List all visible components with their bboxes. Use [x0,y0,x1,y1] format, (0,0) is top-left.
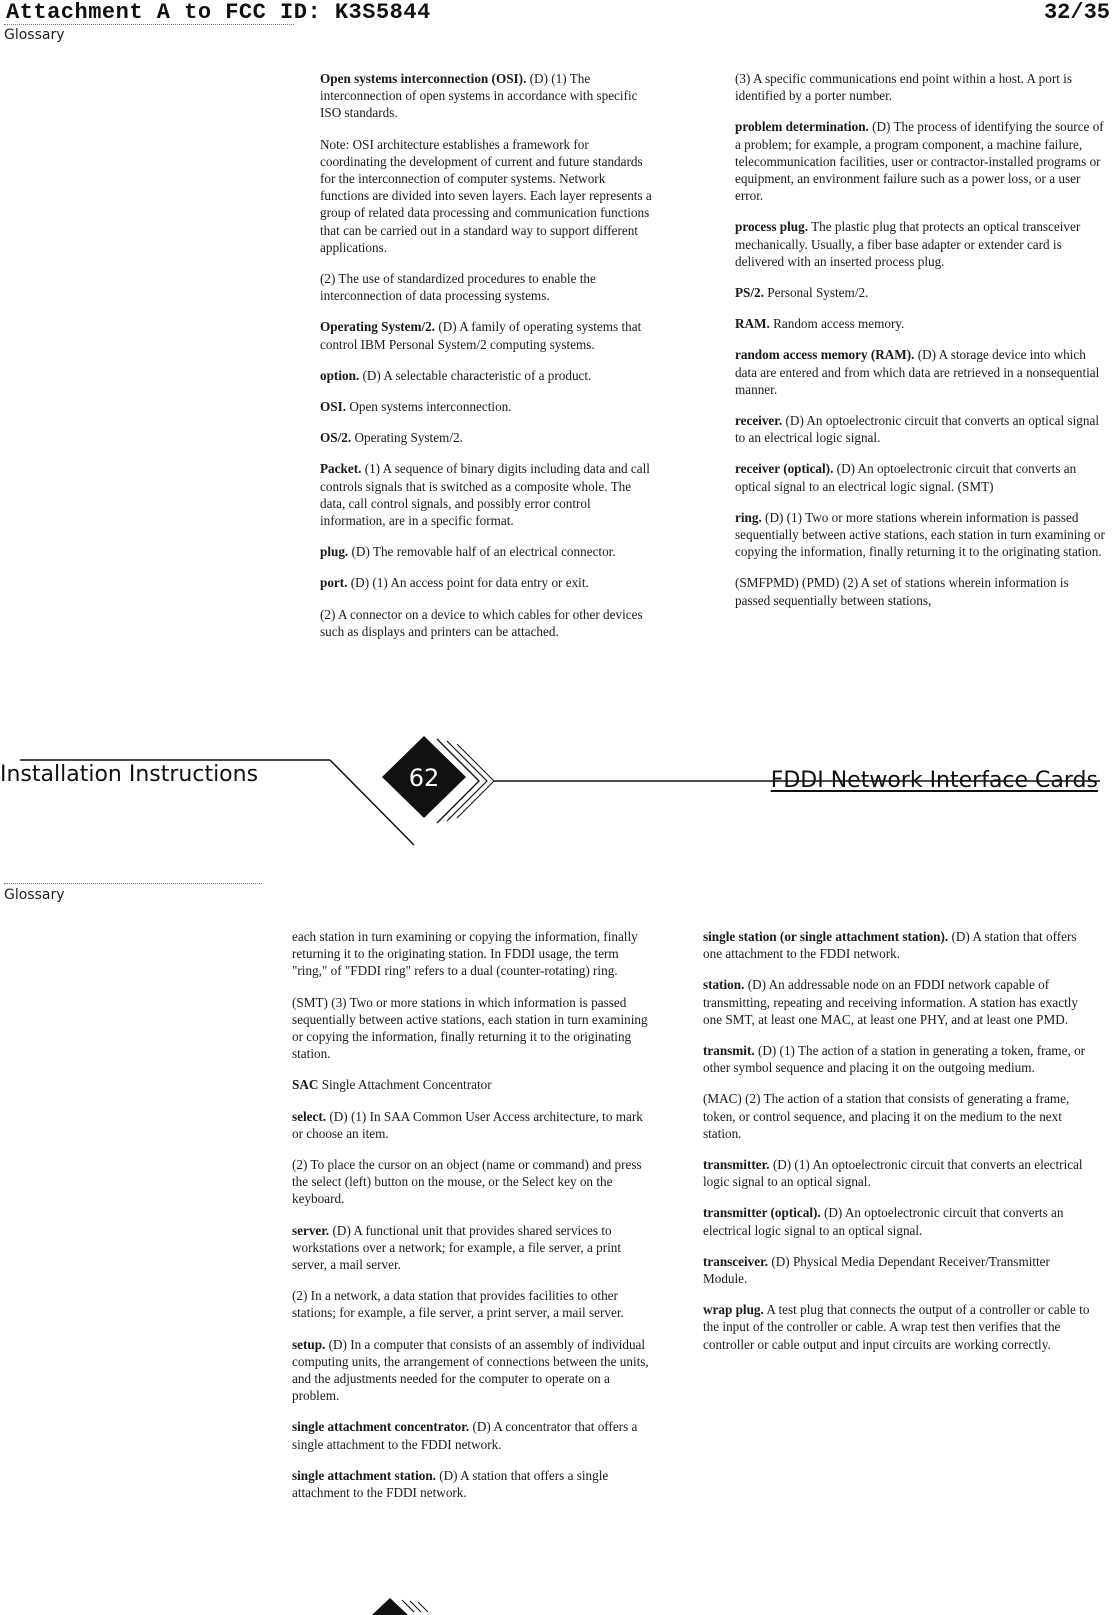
glossary-definition: (D) (1) The action of a station in generating a token, frame, or other symbol sequence and placing it on the outgoing medium. [703,1043,1086,1076]
glossary-definition: (D) An optoelectronic circuit that converts an optical signal to an electrical logic signal. (SMT) [735,461,1077,494]
glossary-entry [320,460,655,529]
section-label-bottom: Glossary [4,887,65,903]
glossary-definition: (SMT) (3) Two or more stations in which information is passed sequentially between active stations, each station in turn examining or copying the information, finally returning it to the originating station. [292,994,648,1062]
glossary-definition: each station in turn examining or copying the information, finally returning it to the originating station. In FDDI usage, the term "ring," of "FDDI ring" refers to a dual (counter-rotating) ring. [292,929,638,979]
glossary-definition: (D) A station that offers one attachment to the FDDI network. [703,929,1077,962]
glossary-term: transmit. [703,1043,755,1059]
glossary-entry [292,1222,652,1274]
glossary-definition: Single Attachment Concentrator [321,1077,492,1093]
glossary-term: single station (or single attachment station). [703,929,949,944]
glossary-entry [292,1287,652,1321]
glossary-entry [320,318,655,352]
glossary-definition: Open systems interconnection. [349,399,512,415]
glossary-term: PS/2. [735,285,764,301]
glossary-term: single attachment concentrator. [292,1419,470,1435]
glossary-entry [703,928,1093,962]
glossary-definition: (D) An optoelectronic circuit that converts an electrical logic signal to an optical signal. [703,1205,1064,1238]
document-header-title: Attachment A to FCC ID: K3S5844 [6,0,431,25]
glossary-entry [735,118,1105,204]
glossary-definition: (D) An addressable node on an FDDI network capable of transmitting, repeating and receiving information. A station has exactly one SMT, at least one MAC, at least one PHY, and at least one PMD. [703,977,1079,1027]
glossary-definition: (D) (1) An access point for data entry or exit. [350,575,589,591]
glossary-definition: Note: OSI architecture establishes a framework for coordinating the development of current and future standards for the interconnection of computer systems. Network functions are divided into seven layers. Each layer represents a group of related data processing and communication functions that can be carried out in a standard way to support different applications. [320,136,652,255]
glossary-term: option. [320,367,360,383]
glossary-entry [292,1076,652,1093]
glossary-entry [320,367,655,384]
glossary-entry [320,606,655,640]
glossary-term: random access memory (RAM). [735,347,915,363]
glossary-term: process plug. [735,219,809,235]
glossary-entry [735,346,1105,398]
glossary-term: Open systems interconnection (OSI). [320,71,527,86]
glossary-entry [735,412,1105,446]
glossary-definition: (D) A concentrator that offers a single attachment to the FDDI network. [292,1419,638,1452]
glossary-entry [320,136,655,256]
glossary-definition: (1) A sequence of binary digits including data and call controls signals that is switched as a composite whole. The data, call control signals, and possibly error control information, are in a specific format. [320,461,650,529]
glossary-entry [735,284,1105,301]
glossary-definition: (D) (1) The interconnection of open systems in accordance with specific ISO standards. [320,71,638,121]
glossary-entry [735,70,1105,104]
glossary-entry [703,976,1093,1028]
section-dotted-rule [4,883,262,884]
glossary-term: station. [703,977,745,993]
glossary-term: problem determination. [735,119,869,135]
glossary-definition: (D) Physical Media Dependant Receiver/Transmitter Module. [703,1253,1050,1287]
document-page-counter: 32/35 [1043,0,1110,25]
glossary-entry [292,928,652,980]
glossary-definition: (D) (1) An optoelectronic circuit that converts an electrical logic signal to an optical signal. [703,1157,1083,1190]
glossary-entry [735,315,1105,332]
glossary-entry [320,574,655,591]
glossary-definition: (2) The use of standardized procedures to enable the interconnection of data processing systems. [320,271,596,304]
glossary-term: server. [292,1222,330,1238]
glossary-term: setup. [292,1336,326,1352]
footer-right-title: FDDI Network Interface Cards [770,768,1098,793]
glossary-definition: Operating System/2. [354,430,463,446]
glossary-term: select. [292,1108,327,1124]
glossary-term: receiver (optical). [735,461,834,477]
glossary-entry [292,1156,652,1208]
glossary-definition: (D) In a computer that consists of an assembly of individual computing units, the arrangement of connections between the units, and the adjustments needed for the computer to operate on a problem. [292,1336,649,1404]
glossary-term: SAC [292,1077,319,1093]
upper-right-column [735,70,1105,623]
glossary-definition: (D) The process of identifying the source of a problem; for example, a program component, a machine failure, telecommunication facilities, user or contractor-installed programs or equipment, an environment failure such as a power loss, or a user error. [735,119,1104,204]
glossary-entry [735,218,1105,270]
glossary-term: transmitter (optical). [703,1205,821,1221]
glossary-entry [735,460,1105,494]
glossary-entry [703,1301,1093,1353]
lower-left-column [292,928,652,1515]
glossary-term: transceiver. [703,1253,769,1269]
glossary-term: ring. [735,509,762,525]
glossary-term: single attachment station. [292,1467,436,1483]
glossary-entry [292,1336,652,1405]
glossary-definition: Random access memory. [773,316,905,332]
glossary-definition: (2) To place the cursor on an object (name or command) and press the select (left) button on the mouse, or the Select key on the keyboard. [292,1157,642,1207]
glossary-definition: (MAC) (2) The action of a station that consists of generating a frame, token, or control sequence, and placing it on the medium to the next station. [703,1091,1070,1141]
glossary-definition: A test plug that connects the output of a controller or cable to the input of the controller or cable. A wrap test then verifies that the controller or cable output and input circuits are working correctly. [703,1302,1090,1352]
glossary-entry [703,1090,1093,1142]
glossary-entry [292,1108,652,1142]
glossary-term: Packet. [320,461,362,477]
upper-left-column [320,70,655,654]
glossary-entry [735,574,1105,608]
page-number: 62 [408,764,440,792]
footer-graphic [0,735,1118,855]
glossary-entry [703,1253,1093,1287]
glossary-entry [320,429,655,446]
glossary-term: transmitter. [703,1157,770,1173]
glossary-definition: (D) An optoelectronic circuit that converts an optical signal to an electrical logic signal. [735,413,1099,446]
section-label-top: Glossary [4,27,65,43]
glossary-entry [703,1042,1093,1076]
glossary-definition: The plastic plug that protects an optical transceiver mechanically. Usually, a fiber base adapter or extender card is delivered with an inserted process plug. [735,219,1081,269]
glossary-entry [292,994,652,1063]
glossary-term: port. [320,575,348,591]
glossary-entry [703,1204,1093,1238]
glossary-term: plug. [320,544,349,560]
glossary-term: OS/2. [320,430,352,446]
glossary-definition: (D) A family of operating systems that control IBM Personal System/2 computing systems. [320,319,642,352]
lower-right-column [703,928,1093,1367]
glossary-definition: (D) (1) Two or more stations wherein information is passed sequentially between active stations, each station in turn examining or copying the information, finally returning it to the originating station. [735,509,1105,560]
glossary-definition: (D) A selectable characteristic of a product. [362,367,592,383]
glossary-definition: (SMFPMD) (PMD) (2) A set of stations wherein information is passed sequentially between stations, [735,575,1069,608]
header-dotted-rule [4,24,294,25]
glossary-definition: (D) The removable half of an electrical connector. [351,544,616,560]
footer-left-title: Installation Instructions [0,762,259,787]
glossary-definition: (2) A connector on a device to which cables for other devices such as displays and printers can be attached. [320,606,643,639]
glossary-term: OSI. [320,399,347,415]
glossary-entry [320,398,655,415]
glossary-entry [292,1467,652,1501]
glossary-entry [320,543,655,560]
glossary-definition: (3) A specific communications end point within a host. A port is identified by a porter number. [735,71,1072,104]
glossary-term: receiver. [735,413,783,429]
glossary-entry [703,1156,1093,1190]
glossary-entry [735,509,1105,561]
glossary-definition: (D) A storage device into which data are entered and from which data are retrieved in a nonsequential manner. [735,347,1100,397]
footer-graphic-partial [370,1596,450,1615]
glossary-term: wrap plug. [703,1302,764,1318]
glossary-definition: (D) A station that offers a single attachment to the FDDI network. [292,1467,609,1501]
glossary-term: Operating System/2. [320,319,436,335]
glossary-definition: (D) A functional unit that provides shared services to workstations over a network; for example, a file server, a print server, a mail server. [292,1222,622,1273]
glossary-term: RAM. [735,316,770,332]
glossary-entry [320,70,655,122]
glossary-definition: (D) (1) In SAA Common User Access architecture, to mark or choose an item. [292,1108,643,1141]
glossary-definition: (2) In a network, a data station that provides facilities to other stations; for example, a file server, a print server, a mail server. [292,1288,624,1321]
glossary-entry [320,270,655,304]
glossary-entry [292,1418,652,1452]
glossary-definition: Personal System/2. [767,285,869,301]
